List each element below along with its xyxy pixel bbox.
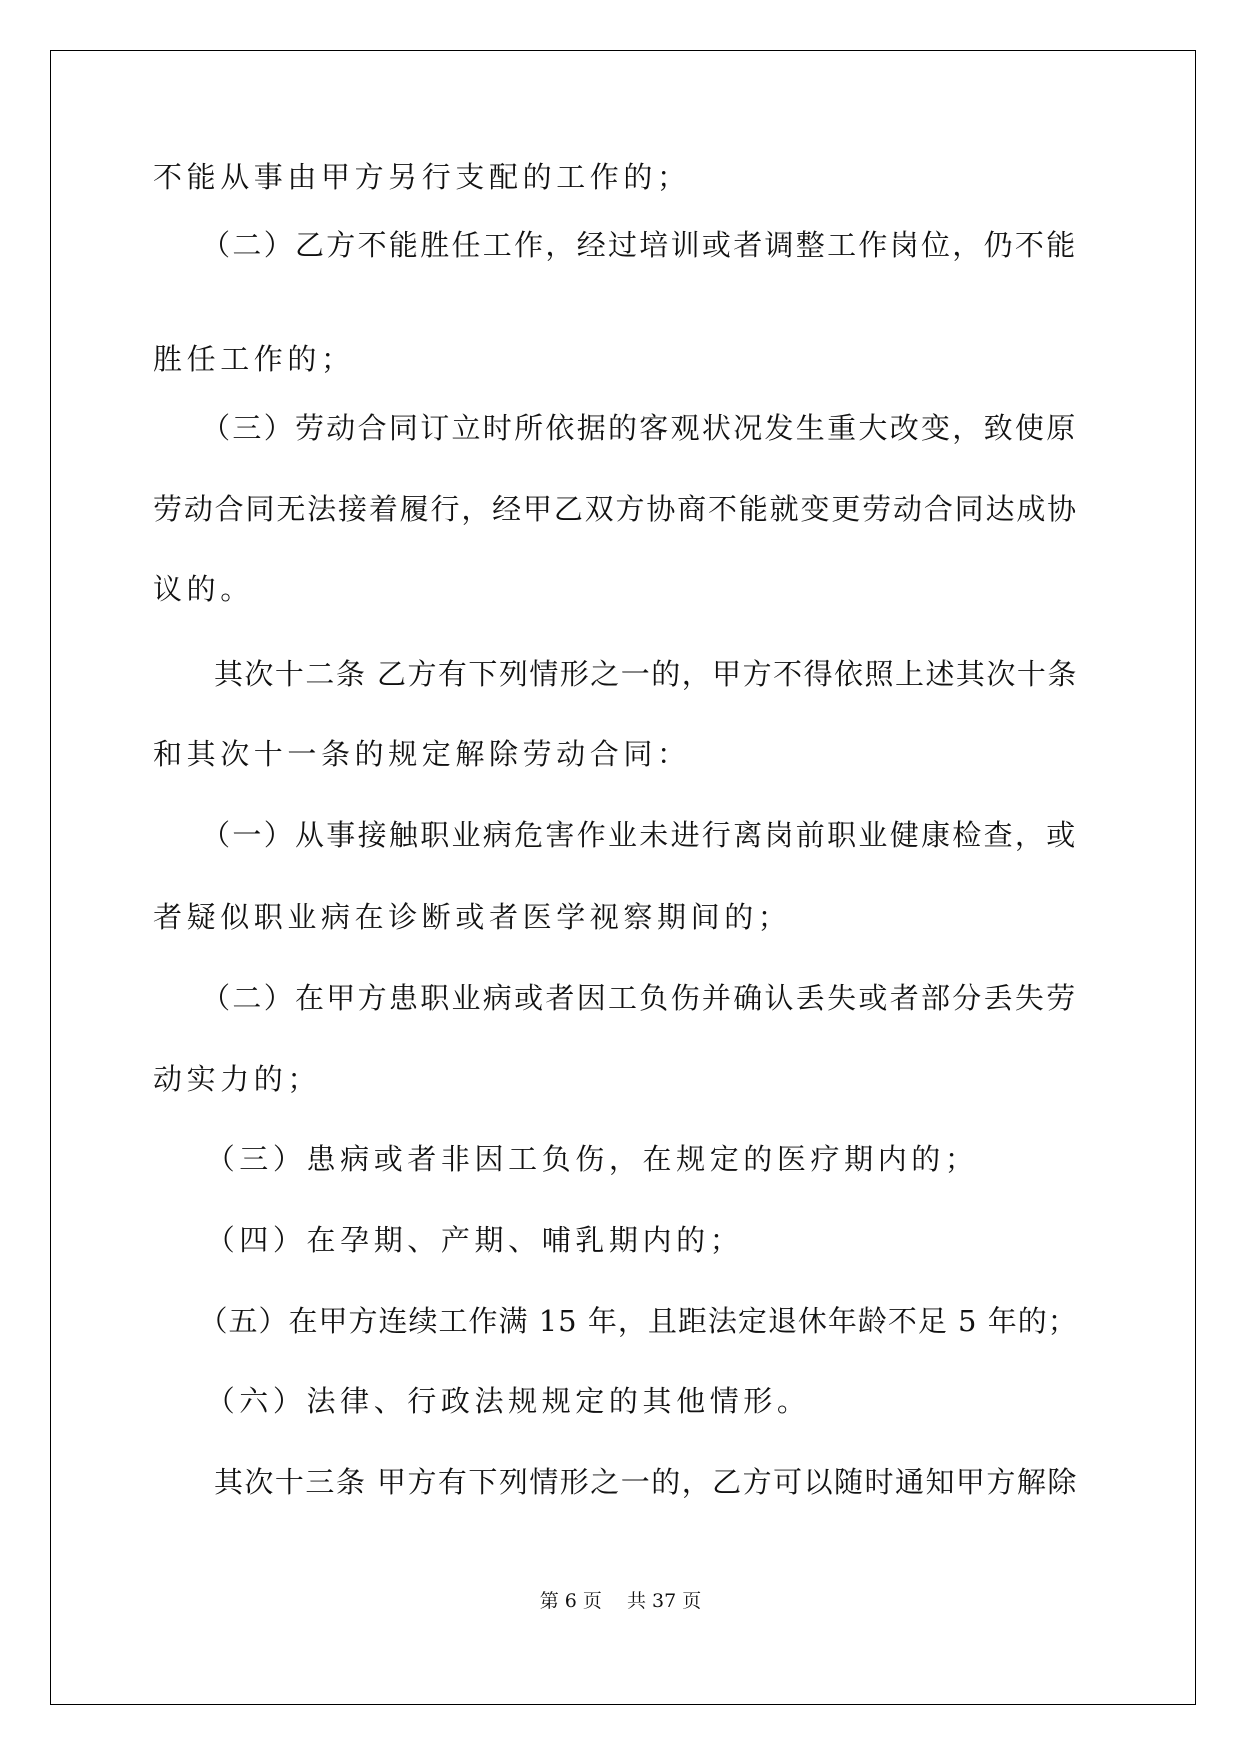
text-line: （三）患病或者非因工负伤，在规定的医疗期内的； bbox=[153, 1142, 979, 1176]
text-line: （六）法律、行政法规规定的其他情形。 bbox=[153, 1384, 811, 1418]
text-line: 不能从事由甲方另行支配的工作的； bbox=[153, 160, 691, 194]
text-line: （五）在甲方连续工作满 15 年，且距法定退休年龄不足 5 年的； bbox=[153, 1304, 1078, 1338]
text-line: （四）在孕期、产期、哺乳期内的； bbox=[153, 1223, 744, 1257]
text-line: 其次十三条 甲方有下列情形之一的，乙方可以随时通知甲方解除 bbox=[153, 1465, 1078, 1499]
text-line: （二）乙方不能胜任工作，经过培训或者调整工作岗位，仍不能 bbox=[153, 228, 1078, 262]
text-line: 者疑似职业病在诊断或者医学视察期间的； bbox=[153, 900, 792, 934]
page-border bbox=[50, 50, 1196, 1705]
text-line: 和其次十一条的规定解除劳动合同： bbox=[153, 737, 691, 771]
text-line: （二）在甲方患职业病或者因工负伤并确认丢失或者部分丢失劳 bbox=[153, 981, 1078, 1015]
text-line: 动实力的； bbox=[153, 1062, 322, 1096]
page-number-footer: 第 6 页 共 37 页 bbox=[539, 1590, 702, 1612]
text-line: 议的。 bbox=[153, 572, 254, 606]
text-line: 劳动合同无法接着履行，经甲乙双方协商不能就变更劳动合同达成协 bbox=[153, 492, 1079, 526]
text-line: （一）从事接触职业病危害作业未进行离岗前职业健康检查，或 bbox=[153, 818, 1078, 852]
text-line: 其次十二条 乙方有下列情形之一的，甲方不得依照上述其次十条 bbox=[153, 657, 1078, 691]
text-line: （三）劳动合同订立时所依据的客观状况发生重大改变，致使原 bbox=[153, 411, 1078, 445]
text-line: 胜任工作的； bbox=[153, 342, 355, 376]
